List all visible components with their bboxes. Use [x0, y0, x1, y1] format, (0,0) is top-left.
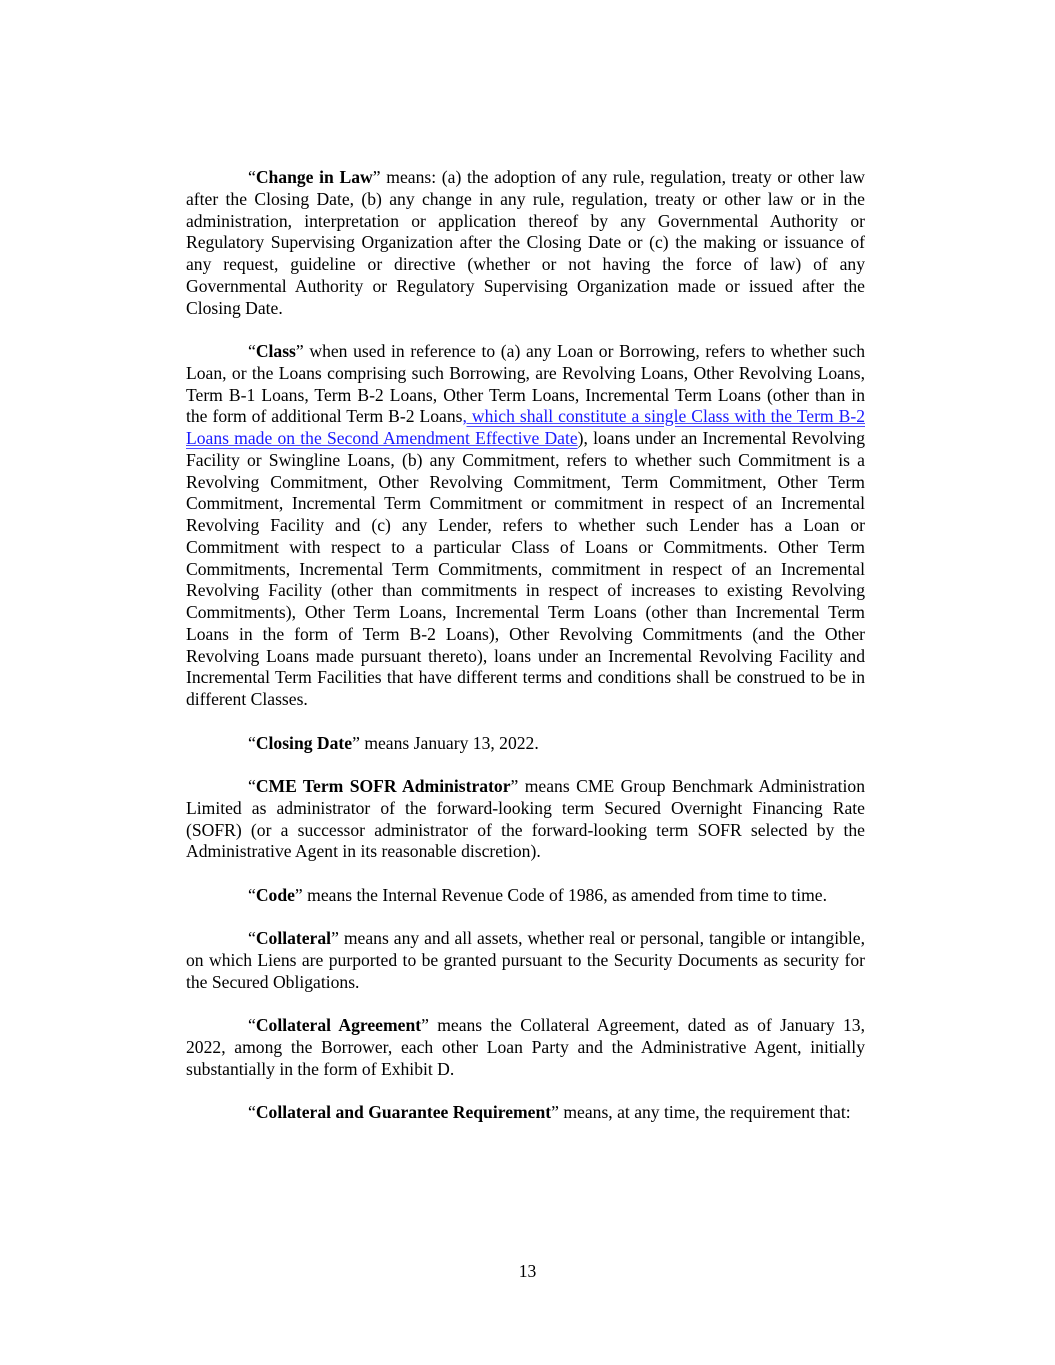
close-quote: ” — [295, 341, 304, 361]
definition-class — [186, 341, 865, 711]
close-quote: ” — [331, 928, 339, 949]
open-quote: “ — [248, 341, 256, 361]
definition-cme-term-sofr-administrator — [186, 776, 865, 863]
definition-collateral — [186, 928, 865, 993]
definition-text: means, at any time, the requirement that: — [563, 1102, 851, 1123]
open-quote: “ — [248, 776, 256, 796]
close-quote: ” — [352, 732, 360, 753]
inserted-amendment-text: , which shall constitute a single Class with the Term B-2 Loans made on the Second Amendment Effective Date — [186, 406, 865, 448]
close-quote: ” — [510, 776, 519, 796]
defined-term: CME Term SOFR Administrator — [255, 776, 511, 796]
defined-term: Collateral Agreement — [255, 1015, 422, 1036]
open-quote: “ — [248, 1102, 256, 1123]
definition-change-in-law — [186, 167, 865, 319]
definition-code — [186, 885, 865, 907]
definition-text: means the Collateral Agreement, dated as of January 13, 2022, among the Borrower, each other Loan Party and the Administrative Agent, initially substantially in the form of Exhibit D. — [186, 1015, 866, 1079]
open-quote: “ — [248, 1015, 256, 1036]
defined-term: Collateral and Guarantee Requirement — [255, 1102, 552, 1123]
open-quote: “ — [248, 732, 256, 753]
definition-closing-date — [186, 733, 865, 755]
defined-term: Closing Date — [255, 732, 353, 753]
definition-text: means January 13, 2022. — [364, 732, 539, 753]
open-quote: “ — [248, 167, 256, 187]
defined-term: Code — [255, 884, 295, 905]
definition-text: when used in reference to (a) any Loan or Borrowing, refers to whether such Loan, or the Loans comprising such Borrowing, are Revolving Loans, Other Revolving Loans, Term B-1 Loans, Term B-2 Loans, Other Term Loans, Incremental Term Loans (other than in the form of additional Term B-2 Loans — [186, 341, 865, 427]
open-quote: “ — [248, 884, 256, 905]
close-quote: ” — [421, 1015, 429, 1036]
close-quote: ” — [551, 1102, 559, 1123]
definition-text: means the Internal Revenue Code of 1986, as amended from time to time. — [307, 884, 827, 905]
close-quote: ” — [294, 884, 303, 905]
defined-term: Class — [255, 341, 296, 361]
definition-collateral-and-guarantee-requirement — [186, 1102, 865, 1124]
definition-text-continued: ), loans under an Incremental Revolving Facility or Swingline Loans, (b) any Commitment, refers to whether such Commitment is a Revolving Commitment, Other Revolving Commitment, Term Commitment, Other Term Commitment, Incremental Term Commitment or commitment in respect of an Incremental Revolving Facility and (c) any Lender, refers to whether such Lender has a Loan or Commitment with respect to a particular Class of Loans or Commitments. Other Term Commitments, Incremental Term Commitments, commitment in respect of an Incremental Revolving Facility (other than commitments in respect of increases to existing Revolving Commitments), Other Term Loans, Incremental Term Loans (other than Incremental Term Loans in the form of Term B-2 Loans), Other Revolving Commitments (and the Other Revolving Loans made pursuant thereto), loans under an Incremental Revolving Facility and Incremental Term Facilities that have different terms and conditions shall be construed to be in different Classes. — [186, 428, 865, 709]
page-number: 13 — [518, 1261, 537, 1281]
definition-text: means any and all assets, whether real or personal, tangible or intangible, on which Liens are purported to be granted pursuant to the Security Documents as security for the Secured Obligations. — [186, 928, 865, 992]
defined-term: Collateral — [255, 928, 332, 949]
close-quote: ” — [372, 167, 381, 187]
definition-collateral-agreement — [186, 1015, 865, 1080]
definitions-section — [186, 167, 865, 1146]
definition-text: means CME Group Benchmark Administration Limited as administrator of the forward-looking term Secured Overnight Financing Rate (SOFR) (or a successor administrator of the forward-looking term SOFR selected by the Administrative Agent in its reasonable discretion). — [186, 776, 865, 862]
definition-text: means: (a) the adoption of any rule, regulation, treaty or other law after the Closing Date, (b) any change in any rule, regulation, treaty or other law or in the administration, interpretation or application thereof by any Governmental Authority or Regulatory Supervising Organization after the Closing Date or (c) the making or issuance of any request, guideline or directive (whether or not having the force of law) of any Governmental Authority or Regulatory Supervising Organization made or issued after the Closing Date. — [186, 167, 865, 318]
open-quote: “ — [248, 928, 256, 949]
defined-term: Change in Law — [255, 167, 373, 187]
